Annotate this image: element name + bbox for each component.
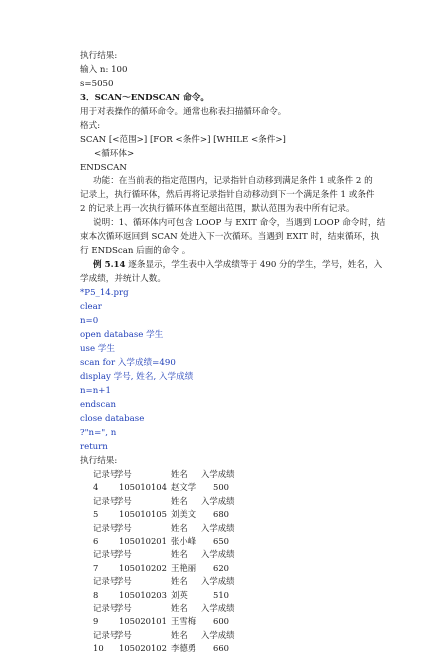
run-result-line: 输入 n: 100: [80, 65, 128, 75]
code-line: n=n+1: [80, 386, 111, 396]
table-cell: 7: [93, 562, 99, 573]
code-line: return: [80, 442, 108, 452]
table-header-cell: 记录号: [93, 629, 119, 640]
code-line: endscan: [80, 400, 117, 410]
table-header-cell: 姓名: [171, 576, 188, 587]
format-label: 格式:: [80, 121, 101, 131]
table-cell: 王艳丽: [171, 562, 197, 573]
table-cell: 660: [213, 643, 229, 654]
table-cell: 105020102: [119, 643, 167, 654]
table-cell: 510: [213, 589, 229, 600]
code-line: *P5_14.prg: [80, 288, 129, 298]
table-header-cell: 入学成绩: [201, 602, 235, 613]
table-header-cell: 入学成绩: [201, 495, 235, 506]
run-result-label: 执行结果:: [80, 51, 118, 61]
code-line: ?"n=", n: [80, 428, 117, 438]
table-header-cell: 学号: [115, 495, 132, 506]
table-cell: 680: [213, 509, 229, 520]
note-paragraph: 说明：1、循环体内可包含 LOOP 与 EXIT 命令，当遇到 LOOP 命令时，结: [93, 218, 386, 228]
table-header-cell: 姓名: [171, 602, 188, 613]
table-cell: 105010203: [119, 589, 167, 600]
code-line: n=0: [80, 316, 99, 326]
table-cell: 105010104: [119, 482, 167, 493]
code-line: open database 学生: [80, 330, 164, 340]
syntax-line: <循环体>: [94, 149, 135, 159]
section-description: 用于对表操作的循环命令。通常也称表扫描循环命令。: [80, 107, 287, 117]
table-cell: 4: [93, 482, 99, 493]
table-cell: 刘美文: [171, 509, 197, 520]
example-label: 例 5.14: [93, 260, 126, 270]
table-header-cell: 记录号: [93, 522, 119, 533]
section-title: 3．SCAN～ENDSCAN 命令。: [80, 93, 209, 103]
example-text: 学成绩，并统计人数。: [80, 274, 166, 284]
run-result-line: s=5050: [80, 79, 114, 89]
table-cell: 赵文学: [171, 482, 197, 493]
table-cell: 650: [213, 535, 229, 546]
table-header-cell: 记录号: [93, 469, 119, 479]
table-cell: 600: [213, 616, 229, 627]
table-cell: 10: [93, 643, 104, 654]
code-line: scan for 入学成绩=490: [80, 358, 176, 368]
table-cell: 105020101: [119, 616, 167, 627]
table-header-cell: 姓名: [171, 549, 188, 560]
table-header-cell: 姓名: [171, 522, 188, 533]
table-header-cell: 入学成绩: [201, 549, 235, 560]
syntax-line: SCAN [<范围>] [FOR <条件>] [WHILE <条件>]: [80, 135, 286, 145]
table-header-cell: 学号: [115, 549, 132, 560]
table-cell: 105010105: [119, 509, 167, 520]
table-cell: 500: [213, 482, 229, 493]
function-paragraph: 记录上，执行循环体，然后再将记录指针自动移动到下一个满足条件 1 或条件: [80, 190, 375, 200]
table-header-cell: 入学成绩: [201, 522, 235, 533]
table-header-cell: 姓名: [171, 495, 188, 506]
note-paragraph: 行 ENDScan 后面的命令 。: [80, 246, 191, 256]
run-result-label: 执行结果:: [80, 456, 118, 466]
table-cell: 105010201: [119, 535, 167, 546]
table-header-cell: 记录号: [93, 602, 119, 613]
table-header-cell: 记录号: [93, 495, 119, 506]
table-cell: 刘英: [171, 589, 188, 600]
table-cell: 李德勇: [171, 643, 197, 654]
table-header-cell: 学号: [115, 576, 132, 587]
function-paragraph: 功能：在当前表的指定范围内，记录指针自动移到满足条件 1 或条件 2 的: [93, 176, 373, 186]
table-cell: 5: [93, 509, 99, 520]
table-header-cell: 入学成绩: [201, 629, 235, 640]
table-cell: 620: [213, 562, 229, 573]
table-cell: 9: [93, 616, 99, 627]
table-header-cell: 姓名: [171, 469, 188, 479]
code-line: use 学生: [80, 344, 115, 354]
code-line: display 学号, 姓名, 入学成绩: [80, 372, 194, 382]
table-header-cell: 学号: [115, 629, 132, 640]
syntax-line: ENDSCAN: [80, 163, 127, 173]
function-paragraph: 2 的记录上再一次执行循环体直至超出范围，默认范围为表中所有记录。: [80, 204, 355, 214]
code-line: close database: [80, 414, 145, 424]
table-header-cell: 记录号: [93, 549, 119, 560]
table-cell: 105010202: [119, 562, 167, 573]
table-header-cell: 学号: [115, 522, 132, 533]
table-header-cell: 姓名: [171, 629, 188, 640]
table-header-cell: 学号: [115, 602, 132, 613]
table-cell: 8: [93, 589, 99, 600]
table-header-cell: 入学成绩: [201, 576, 235, 587]
table-cell: 张小峰: [171, 535, 197, 546]
example-heading: [93, 259, 382, 271]
table-cell: 6: [93, 535, 99, 546]
note-paragraph: 束本次循环返回到 SCAN 处进入下一次循环。当遇到 EXIT 时，结束循环，执: [80, 232, 380, 242]
table-header-cell: 学号: [115, 469, 132, 479]
table-header-cell: 入学成绩: [201, 469, 235, 479]
code-line: clear: [80, 302, 102, 312]
example-text: 逐条显示，学生表中入学成绩等于 490 分的学生，学号，姓名，入: [125, 260, 383, 270]
table-header-cell: 记录号: [93, 576, 119, 587]
table-cell: 王雪梅: [171, 616, 197, 627]
